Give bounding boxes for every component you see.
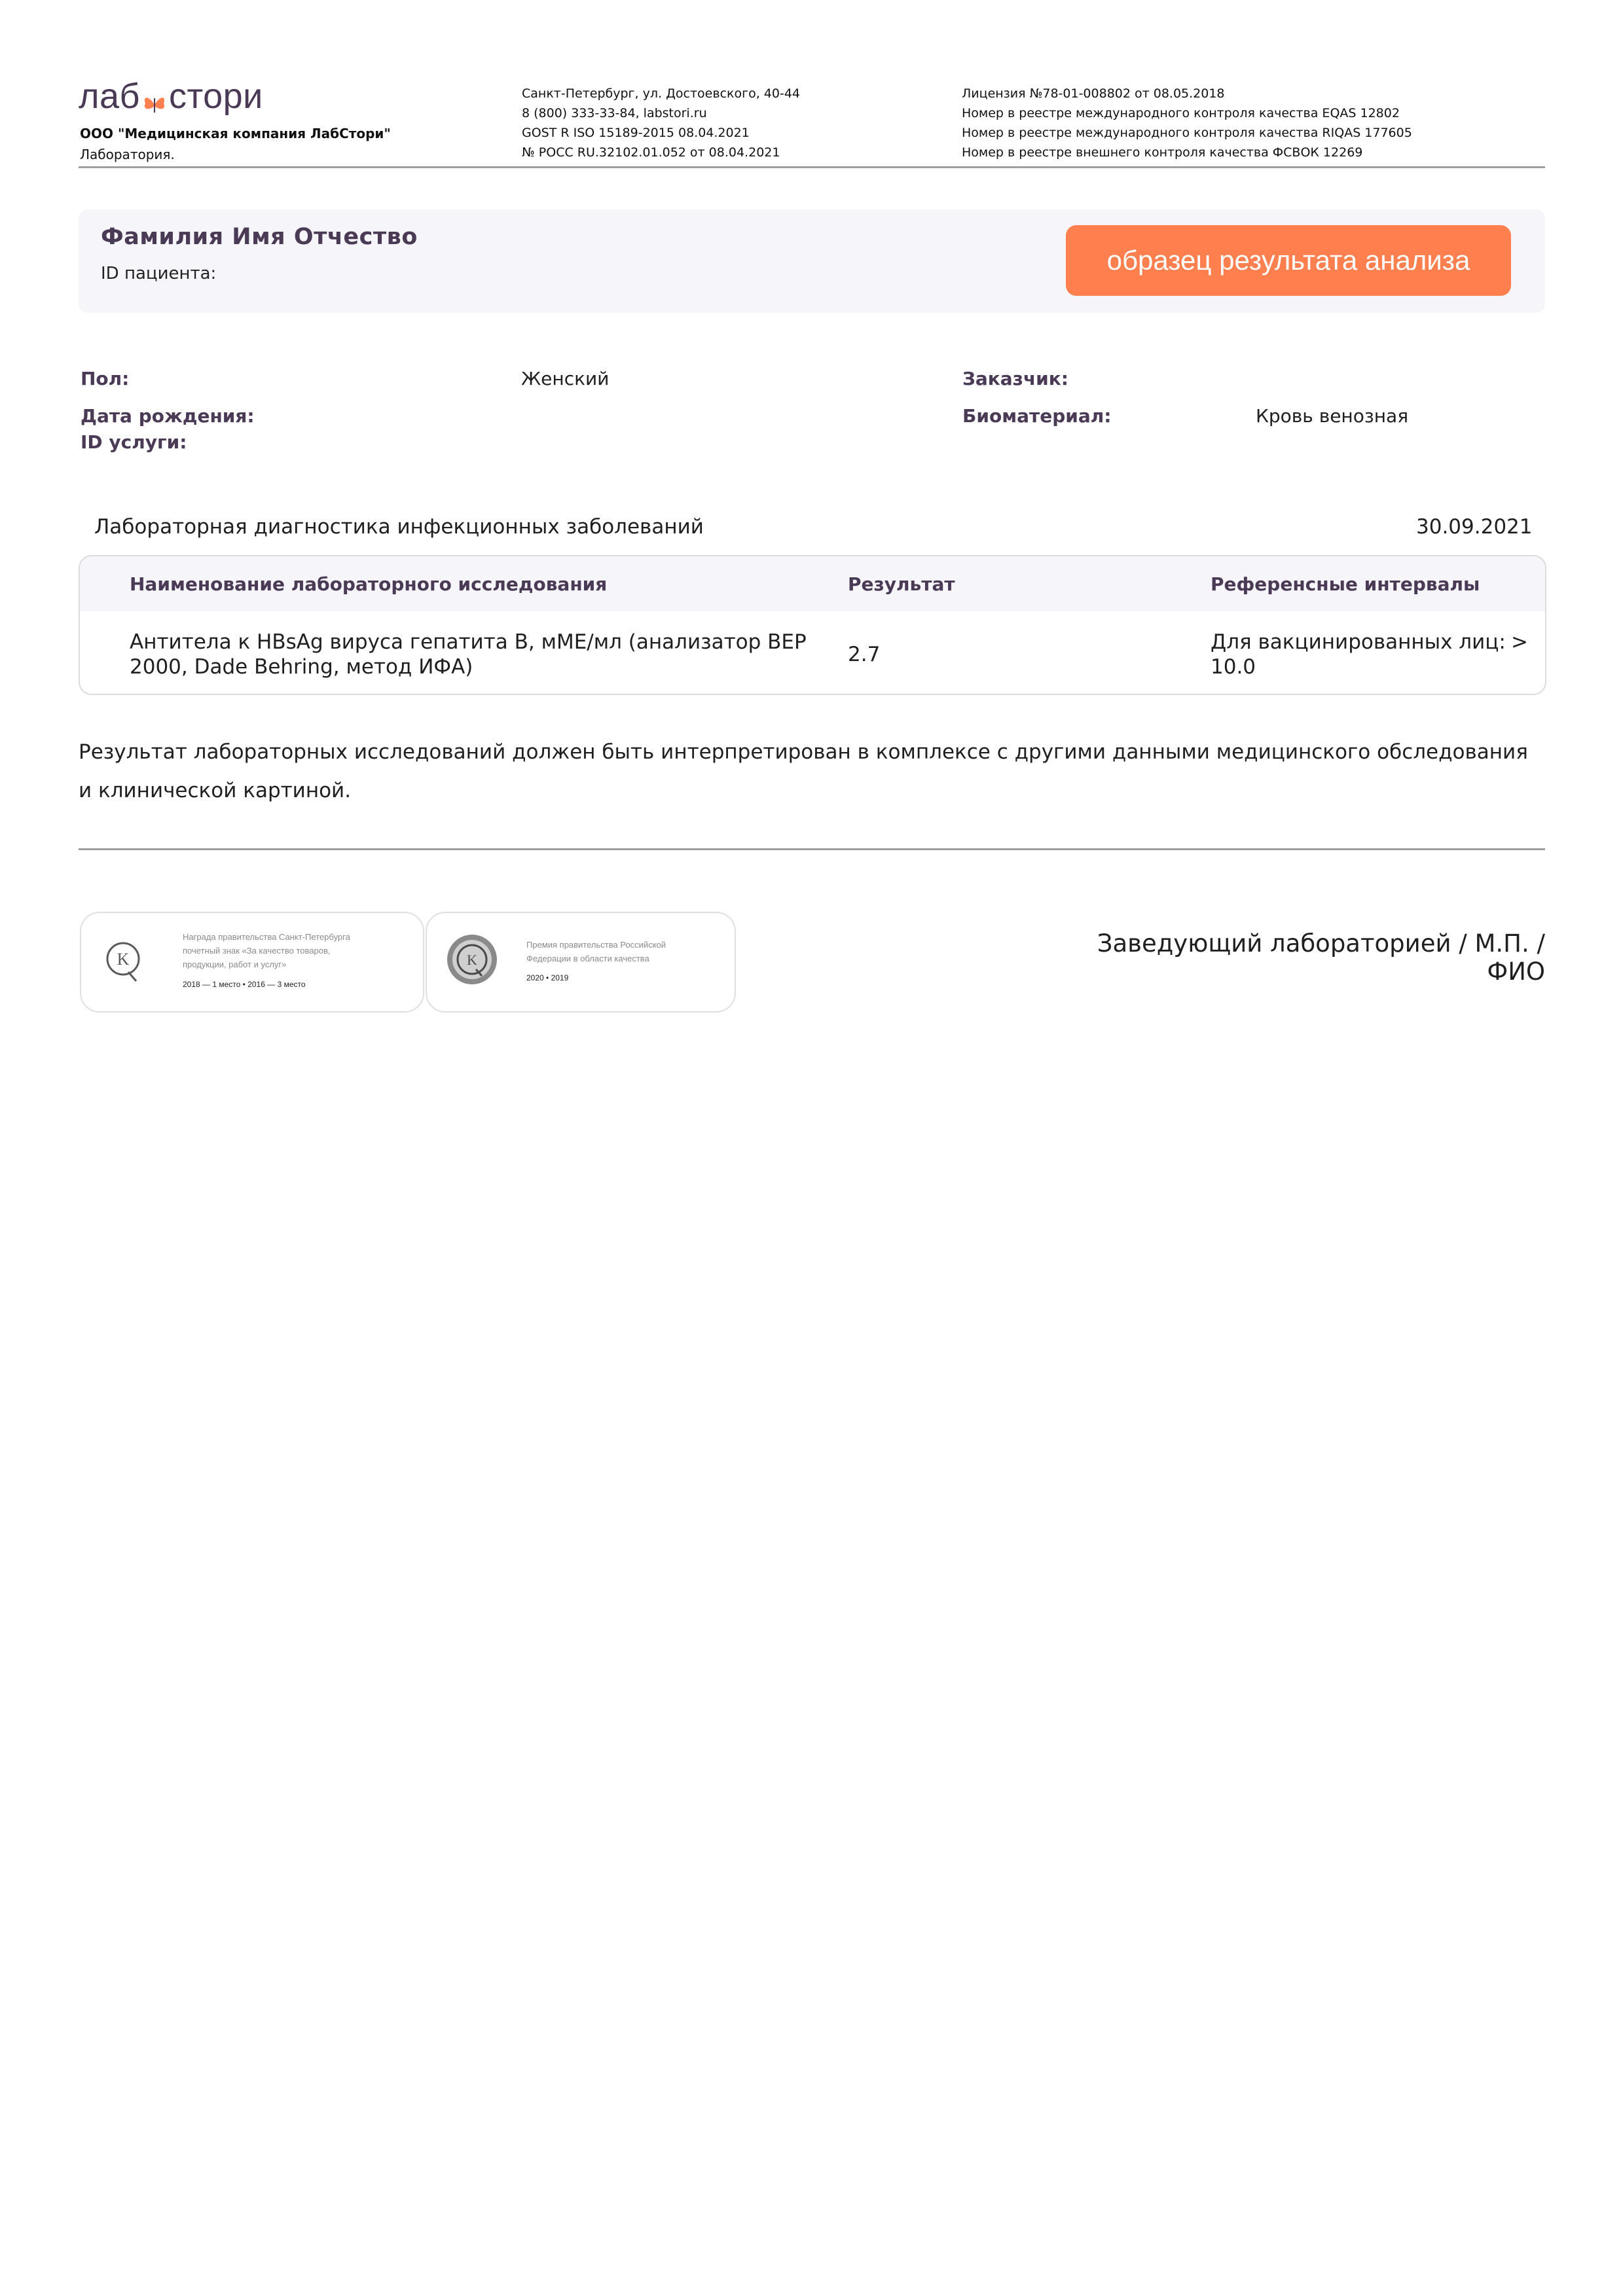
award-card-rf bbox=[426, 912, 736, 1013]
test-name-line1: Антитела к HBsAg вируса гепатита В, мМЕ/мл (анализатор BEP bbox=[130, 630, 807, 654]
test-result: 2.7 bbox=[848, 643, 881, 666]
results-table bbox=[79, 555, 1546, 695]
section-title: Лабораторная диагностика инфекционных заболеваний bbox=[94, 515, 704, 539]
ross-text: № РОСС RU.32102.01.052 от 08.04.2021 bbox=[522, 145, 780, 160]
service-id-label: ID услуги: bbox=[81, 431, 187, 453]
company-subtitle: Лаборатория. bbox=[80, 147, 175, 162]
dob-label: Дата рождения: bbox=[81, 405, 255, 427]
contacts-block bbox=[522, 84, 800, 162]
table-header bbox=[80, 556, 1545, 611]
customer-label: Заказчик: bbox=[962, 368, 1068, 389]
award1-line1: Награда правительства Санкт-Петербурга bbox=[183, 932, 350, 942]
sex-label: Пол: bbox=[81, 368, 130, 389]
column-header-result: Результат bbox=[848, 573, 955, 595]
section-date: 30.09.2021 bbox=[1416, 515, 1533, 539]
header-divider bbox=[79, 166, 1545, 168]
award-card-spb bbox=[80, 912, 424, 1013]
logo-text-left: лаб bbox=[79, 77, 140, 116]
company-logo bbox=[79, 73, 263, 119]
reference-line2: 10.0 bbox=[1211, 655, 1256, 679]
gost-text: GOST R ISO 15189-2015 08.04.2021 bbox=[522, 126, 750, 140]
licenses-block bbox=[962, 84, 1412, 162]
column-header-reference: Референсные интервалы bbox=[1211, 573, 1480, 595]
biomaterial-value: Кровь венозная bbox=[1256, 405, 1409, 427]
svg-text:K: K bbox=[117, 950, 130, 969]
license-text: Лицензия №78-01-008802 от 08.05.2018 bbox=[962, 86, 1225, 101]
award2-line2: Федерации в области качества bbox=[526, 954, 649, 963]
logo-text-right: стори bbox=[168, 77, 263, 116]
award1-line2: почетный знак «За качество товаров, bbox=[183, 946, 331, 956]
signature-line: Заведующий лабораторией / М.П. / ФИО bbox=[1097, 929, 1545, 986]
patient-name: Фамилия Имя Отчество bbox=[101, 224, 418, 250]
address-text: Санкт-Петербург, ул. Достоевского, 40-44 bbox=[522, 86, 801, 101]
svg-text:K: K bbox=[467, 952, 477, 968]
quality-mark-icon bbox=[105, 938, 141, 984]
footer-divider bbox=[79, 848, 1545, 850]
reference-sign: > bbox=[1511, 630, 1528, 654]
award1-years: 2018 — 1 место • 2016 — 3 место bbox=[183, 980, 306, 989]
award2-years: 2020 • 2019 bbox=[526, 973, 569, 982]
fsvok-text: Номер в реестре внешнего контроля качества ФСВОК 12269 bbox=[962, 145, 1363, 160]
test-name-line2: 2000, Dade Behring, метод ИФА) bbox=[130, 655, 473, 679]
sex-value: Женский bbox=[521, 368, 610, 389]
phone-site-text: 8 (800) 333-33-84, labstori.ru bbox=[522, 106, 707, 120]
reference-line1: Для вакцинированных лиц: bbox=[1211, 630, 1506, 654]
biomaterial-label: Биоматериал: bbox=[962, 405, 1112, 427]
eqas-text: Номер в реестре международного контроля качества EQAS 12802 bbox=[962, 106, 1400, 120]
award1-line3: продукции, работ и услуг» bbox=[183, 960, 287, 969]
company-name: ООО "Медицинская компания ЛабСтори" bbox=[80, 126, 391, 141]
sample-badge: образец результата анализа bbox=[1066, 225, 1511, 296]
riqas-text: Номер в реестре международного контроля качества RIQAS 177605 bbox=[962, 126, 1412, 140]
interpretation-note: Результат лабораторных исследований должен быть интерпретирован в комплексе с другими данными медицинского обследования и клинической картиной. bbox=[79, 740, 1528, 802]
column-header-name: Наименование лабораторного исследования bbox=[130, 573, 608, 595]
award2-line1: Премия правительства Российской bbox=[526, 940, 666, 950]
patient-id-label: ID пациента: bbox=[101, 264, 217, 283]
quality-seal-icon bbox=[445, 933, 499, 986]
butterfly-icon bbox=[141, 86, 168, 112]
